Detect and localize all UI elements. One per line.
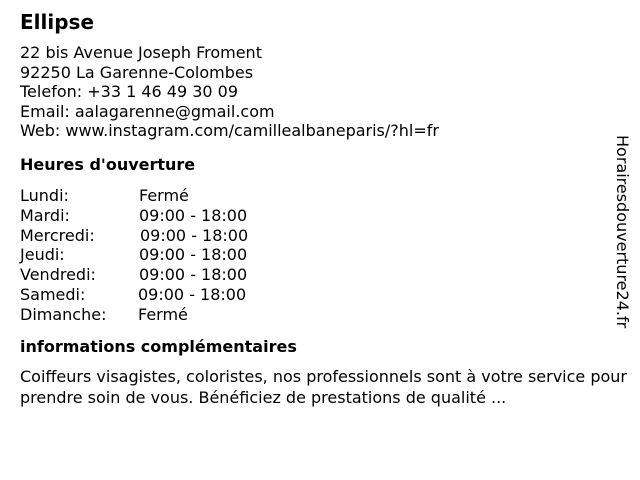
day-hours: 09:00 - 18:00 bbox=[139, 205, 248, 225]
hours-row-monday bbox=[20, 186, 610, 206]
day-hours: 09:00 - 18:00 bbox=[139, 265, 248, 285]
day-label: Jeudi: bbox=[20, 245, 65, 265]
hours-row-sunday bbox=[20, 305, 610, 325]
day-label: Lundi: bbox=[20, 185, 69, 205]
day-label: Mardi: bbox=[20, 205, 70, 225]
contact-block bbox=[20, 43, 610, 141]
website-line: Web: www.instagram.com/camillealbaneparis/?hl=fr bbox=[20, 121, 439, 141]
day-hours: Fermé bbox=[139, 185, 189, 205]
day-hours: Fermé bbox=[138, 304, 188, 324]
day-label: Samedi: bbox=[20, 284, 86, 304]
hours-row-wednesday bbox=[20, 226, 610, 246]
additional-info-heading: informations complémentaires bbox=[20, 336, 297, 356]
email-line: Email: aalagarenne@gmail.com bbox=[20, 101, 275, 121]
day-hours: 09:00 - 18:00 bbox=[139, 245, 248, 265]
hours-row-saturday bbox=[20, 285, 610, 305]
opening-hours-heading: Heures d'ouverture bbox=[20, 154, 196, 174]
opening-hours-table bbox=[20, 186, 610, 325]
hours-row-tuesday bbox=[20, 206, 610, 226]
address-line-street: 22 bis Avenue Joseph Froment bbox=[20, 43, 262, 62]
phone-line: Telefon: +33 1 46 49 30 09 bbox=[20, 82, 239, 102]
day-label: Dimanche: bbox=[20, 304, 107, 324]
additional-info-text: Coiffeurs visagistes, coloristes, nos professionnels sont à votre service pour prendre soin de vous. Bénéficiez de prestations de qualité ... bbox=[20, 366, 627, 407]
day-hours: 09:00 - 18:00 bbox=[138, 284, 247, 304]
address-line-city: 92250 La Garenne-Colombes bbox=[20, 62, 254, 82]
day-hours: 09:00 - 18:00 bbox=[140, 225, 249, 245]
hours-row-friday bbox=[20, 265, 610, 285]
site-watermark: Horairesdouverture24.fr bbox=[613, 135, 632, 329]
hours-row-thursday bbox=[20, 245, 610, 265]
business-name: Ellipse bbox=[20, 10, 95, 34]
day-label: Vendredi: bbox=[20, 265, 96, 285]
day-label: Mercredi: bbox=[20, 225, 95, 245]
